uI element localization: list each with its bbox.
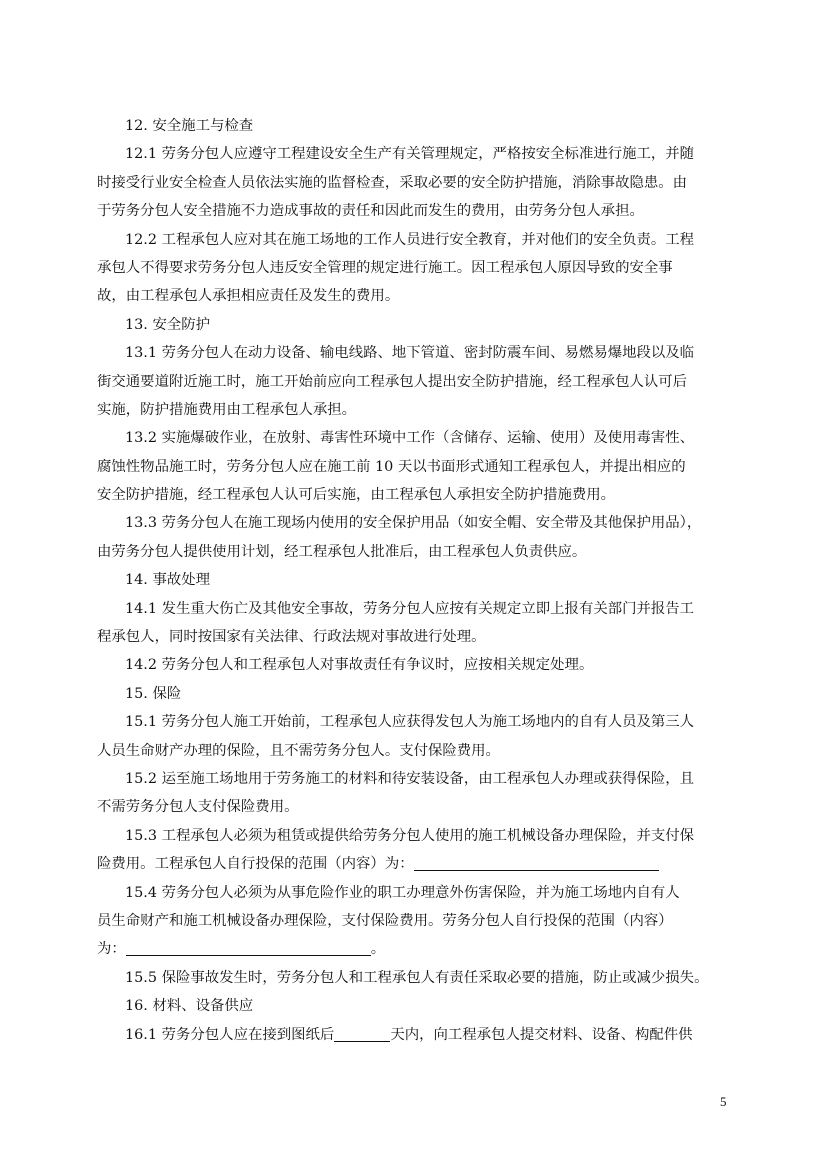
text-line	[97, 254, 741, 282]
line-text: 时接受行业安全检查人员依法实施的监督检查，采取必要的安全防护措施，消除事故隐患。由	[97, 174, 688, 191]
section-heading	[97, 992, 741, 1020]
fill-in-blank[interactable]	[334, 1025, 390, 1042]
line-text: 人员生命财产办理的保险，且不需劳务分包人。支付保险费用。	[97, 742, 500, 759]
line-text: 15.3 工程承包人必须为租赁或提供给劳务分包人使用的施工机械设备办理保险，并支付保	[125, 827, 695, 844]
section-heading	[97, 112, 741, 140]
fill-in-blank[interactable]	[414, 854, 659, 871]
line-text: 程承包人，同时按国家有关法律、行政法规对事故进行处理。	[97, 629, 486, 646]
text-line	[97, 509, 741, 537]
line-text: 故，由工程承包人承担相应责任及发生的费用。	[97, 288, 400, 305]
section-heading	[97, 311, 741, 339]
line-text: 15.4 劳务分包人必须为从事危险作业的职工办理意外伤害保险，并为施工场地内自有人	[125, 884, 680, 901]
text-line	[97, 935, 741, 963]
line-text: 险费用。工程承包人自行投保的范围（内容）为：	[97, 856, 414, 873]
document-body	[97, 112, 741, 1049]
fill-in-blank[interactable]	[126, 939, 371, 956]
line-text: 于劳务分包人安全措施不力造成事故的责任和因此而发生的费用，由劳务分包人承担。	[97, 203, 644, 220]
line-text: 为：	[97, 941, 126, 958]
line-text: 16. 材料、设备供应	[125, 998, 254, 1015]
line-text: 14.2 劳务分包人和工程承包人对事故责任有争议时，应按相关规定处理。	[125, 657, 594, 674]
text-line	[97, 453, 741, 481]
text-line	[97, 424, 741, 452]
text-line	[97, 651, 741, 679]
line-text: 13.3 劳务分包人在施工现场内使用的安全保护用品（如安全帽、安全带及其他保护用品），	[125, 515, 702, 532]
text-line	[97, 793, 741, 821]
text-line	[97, 282, 741, 310]
text-line	[97, 197, 741, 225]
line-text: 16.1 劳务分包人应在接到图纸后	[125, 1026, 335, 1043]
text-line	[97, 879, 741, 907]
line-text: 12.1 劳务分包人应遵守工程建设安全生产有关管理规定，严格按安全标准进行施工，并随	[125, 146, 695, 163]
text-line	[97, 595, 741, 623]
text-line	[97, 481, 741, 509]
text-line	[97, 765, 741, 793]
text-line	[97, 850, 741, 878]
line-text: 安全防护措施，经工程承包人认可后实施，由工程承包人承担安全防护措施费用。	[97, 487, 616, 504]
text-line	[97, 737, 741, 765]
text-line	[97, 538, 741, 566]
text-line	[97, 396, 741, 424]
text-line	[97, 623, 741, 651]
text-line	[97, 1021, 741, 1049]
line-text: 12. 安全施工与检查	[125, 118, 254, 134]
text-line	[97, 964, 741, 992]
section-heading	[97, 566, 741, 594]
line-text: 14. 事故处理	[125, 572, 211, 589]
section-heading	[97, 680, 741, 708]
line-text: 员生命财产和施工机械设备办理保险，支付保险费用。劳务分包人自行投保的范围（内容）	[97, 912, 673, 929]
text-line	[97, 169, 741, 197]
text-line	[97, 339, 741, 367]
text-line	[97, 822, 741, 850]
line-text: 15.5 保险事故发生时，劳务分包人和工程承包人有责任采取必要的措施，防止或减少损失。	[125, 969, 709, 986]
line-text: 街交通要道附近施工时，施工开始前应向工程承包人提出安全防护措施，经工程承包人认可后	[97, 373, 688, 390]
line-text: 12.2 工程承包人应对其在施工场地的工作人员进行安全教育，并对他们的安全负责。工程	[125, 231, 695, 248]
text-line	[97, 368, 741, 396]
line-text: 15.1 劳务分包人施工开始前，工程承包人应获得发包人为施工场地内的自有人员及第三人	[125, 714, 695, 731]
line-text-after-blank: 天内，向工程承包人提交材料、设备、构配件供	[390, 1026, 693, 1043]
line-text: 承包人不得要求劳务分包人违反安全管理的规定进行施工。因工程承包人原因导致的安全事	[97, 259, 673, 276]
line-text: 14.1 发生重大伤亡及其他安全事故，劳务分包人应按有关规定立即上报有关部门并报告工	[125, 600, 695, 617]
text-line	[97, 140, 741, 168]
line-text: 13. 安全防护	[125, 316, 211, 333]
text-line	[97, 907, 741, 935]
line-text-after-blank: 。	[370, 941, 386, 958]
line-text: 15.2 运至施工场地用于劳务施工的材料和待安装设备，由工程承包人办理或获得保险，且	[125, 770, 695, 787]
text-line	[97, 708, 741, 736]
line-text: 由劳务分包人提供使用计划，经工程承包人批准后，由工程承包人负责供应。	[97, 543, 587, 560]
line-text: 腐蚀性物品施工时，劳务分包人应在施工前 10 天以书面形式通知工程承包人，并提出相应的	[97, 458, 686, 475]
text-line	[97, 226, 741, 254]
line-text: 13.1 劳务分包人在动力设备、输电线路、地下管道、密封防震车间、易燃易爆地段以及临	[125, 345, 695, 362]
line-text: 不需劳务分包人支付保险费用。	[97, 799, 299, 816]
line-text: 实施，防护措施费用由工程承包人承担。	[97, 401, 357, 418]
line-text: 13.2 实施爆破作业，在放射、毒害性环境中工作（含储存、运输、使用）及使用毒害性、	[125, 430, 695, 447]
line-text: 15. 保险	[125, 685, 182, 702]
page-number: 5	[720, 1094, 727, 1109]
